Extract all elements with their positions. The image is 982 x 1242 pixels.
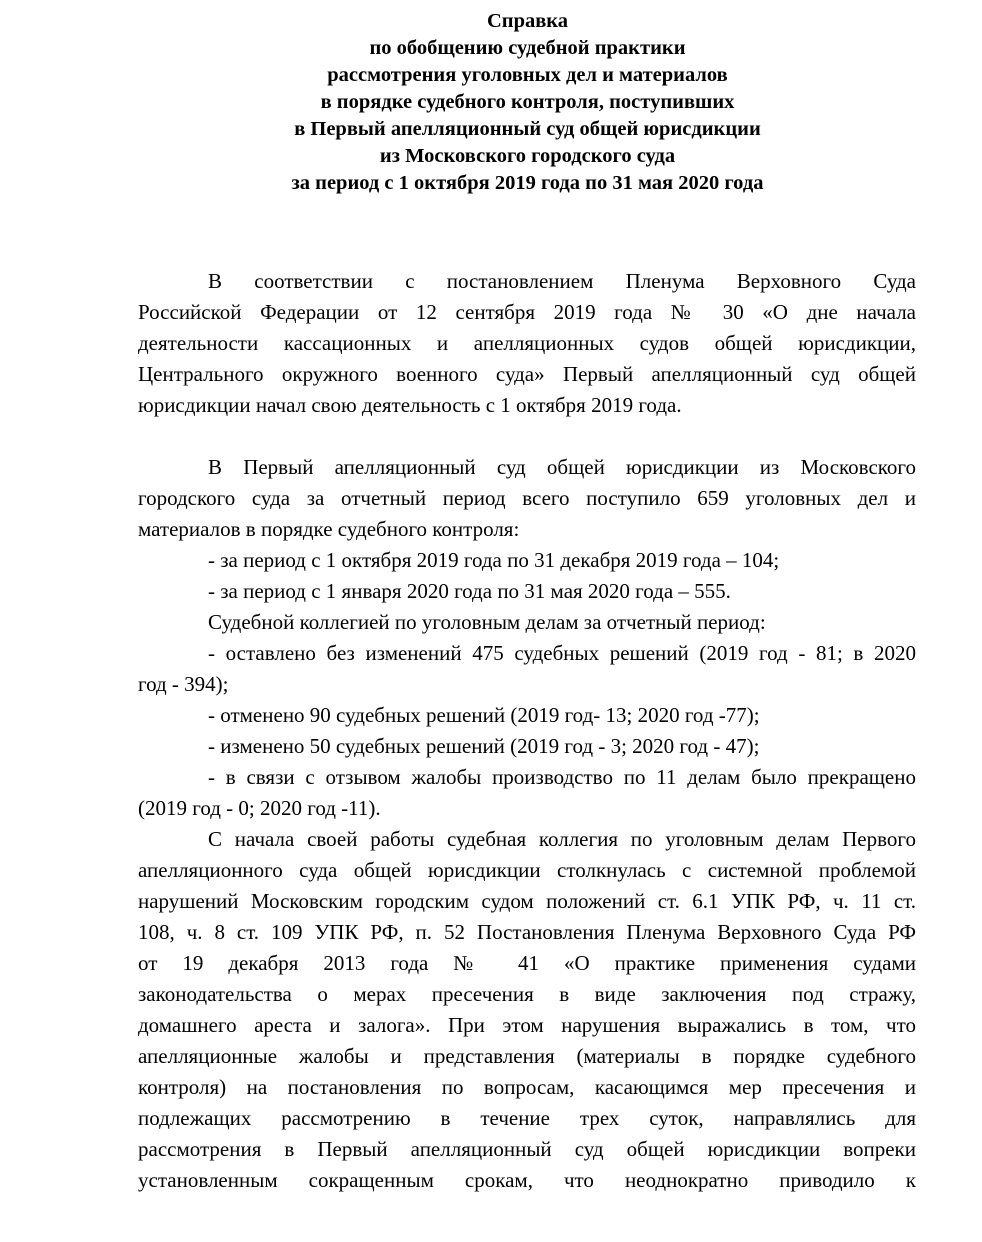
title-line: по обобщению судебной практики <box>369 37 686 59</box>
period-item: - за период с 1 октября 2019 года по 31 декабря 2019 года – 104; <box>208 548 780 572</box>
text-line: апелляционные жалобы и представления (материалы в порядке судебного <box>138 1044 916 1068</box>
text-line: В соответствии с постановлением Пленума Верховного Суда <box>208 269 916 293</box>
paragraph-received-cases <box>138 452 916 607</box>
text-line: домашнего ареста и залога». При этом нарушения выражались в том, что <box>138 1013 916 1037</box>
text-line: от 19 декабря 2013 года № 41 «О практике применения судами <box>138 951 916 975</box>
text-line: нарушений Московским городским судом положений ст. 6.1 УПК РФ, ч. 11 ст. <box>138 889 916 913</box>
text-line: Центрального окружного военного суда» Первый апелляционный суд общей <box>138 362 916 386</box>
paragraph-violations <box>138 824 916 1196</box>
title-line: рассмотрения уголовных дел и материалов <box>327 64 728 86</box>
result-unchanged: - оставлено без изменений 475 судебных решений (2019 год - 81; в 2020 <box>208 641 916 665</box>
text-line: контроля) на постановления по вопросам, касающимся мер пресечения и <box>138 1075 916 1099</box>
title-line: за период с 1 октября 2019 года по 31 мая 2020 года <box>291 172 764 194</box>
document-body <box>138 266 916 1196</box>
result-cancelled: - отменено 90 судебных решений (2019 год- 13; 2020 год -77); <box>208 703 760 727</box>
text-line: установленным сокращенным срокам, что неоднократно приводило к <box>138 1168 916 1192</box>
title-line: Справка <box>486 10 569 32</box>
result-terminated: - в связи с отзывом жалобы производство по 11 делам было прекращено <box>208 765 916 789</box>
text-line: юрисдикции начал свою деятельность с 1 октября 2019 года. <box>138 393 682 417</box>
title-line: из Московского городского суда <box>379 145 676 167</box>
text-line: деятельности кассационных и апелляционных судов общей юрисдикции, <box>138 331 916 355</box>
collegium-intro: Судебной коллегией по уголовным делам за отчетный период: <box>208 610 766 634</box>
results-list <box>138 638 916 824</box>
text-line: подлежащих рассмотрению в течение трех суток, направлялись для <box>138 1106 916 1130</box>
text-line: апелляционного суда общей юрисдикции столкнулась с системной проблемой <box>138 858 916 882</box>
text-line: материалов в порядке судебного контроля: <box>138 517 520 541</box>
title-line: в Первый апелляционный суд общей юрисдикции <box>294 118 761 140</box>
text-line: Российской Федерации от 12 сентября 2019 года № 30 «О дне начала <box>138 300 916 324</box>
text-line: С начала своей работы судебная коллегия по уголовным делам Первого <box>208 827 916 851</box>
text-line: городского суда за отчетный период всего поступило 659 уголовных дел и <box>138 486 916 510</box>
text-line: рассмотрения в Первый апелляционный суд общей юрисдикции вопреки <box>138 1137 916 1161</box>
text-line: законодательства о мерах пресечения в виде заключения под стражу, <box>138 982 916 1006</box>
document-title <box>0 8 982 197</box>
period-item: - за период с 1 января 2020 года по 31 мая 2020 года – 555. <box>208 579 731 603</box>
title-line: в порядке судебного контроля, поступивших <box>320 91 735 113</box>
result-terminated-cont: (2019 год - 0; 2020 год -11). <box>138 796 381 820</box>
text-line: 108, ч. 8 ст. 109 УПК РФ, п. 52 Постановления Пленума Верховного Суда РФ <box>138 920 916 944</box>
paragraph-court-start <box>138 266 916 421</box>
text-line: В Первый апелляционный суд общей юрисдикции из Московского <box>208 455 916 479</box>
result-modified: - изменено 50 судебных решений (2019 год - 3; 2020 год - 47); <box>208 734 760 758</box>
paragraph-gap <box>138 421 916 452</box>
result-unchanged-cont: год - 394); <box>138 672 229 696</box>
